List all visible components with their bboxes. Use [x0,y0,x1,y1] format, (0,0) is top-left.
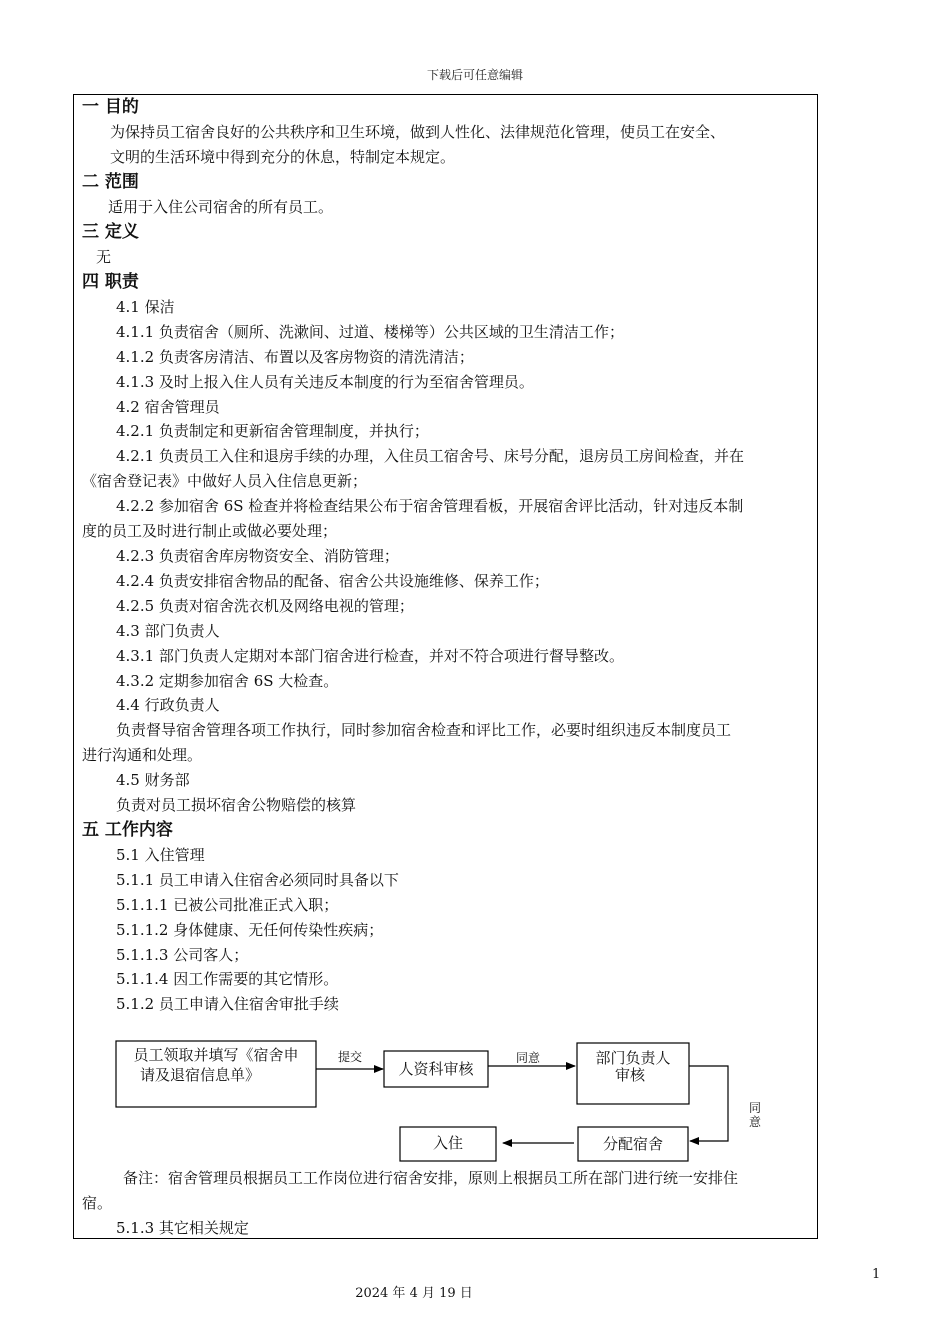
flow-box-assign-dorm-text: 分配宿舍 [602,1135,664,1153]
responsibility-line: 4.1 保洁 [116,298,175,316]
responsibility-line: 4.1.2 负责客房清洁、布置以及客房物资的清洗清洁； [116,348,474,366]
purpose-text-line-1: 为保持员工宿舍良好的公共秩序和卫生环境，做到人性化、法律规范化管理，使员工在安全、 [110,123,726,141]
responsibility-line: 4.2.2 参加宿舍 6S 检查并将检查结果公布于宿舍管理看板，开展宿舍评比活动，针对违反本制 [116,497,744,515]
responsibility-line: 4.2.1 负责制定和更新宿舍管理制度，并执行； [116,422,429,440]
responsibility-line: 4.2.3 负责宿舍库房物资安全、消防管理； [116,547,399,565]
flow-box-dept-review-text-1: 部门负责人 [595,1049,671,1067]
responsibility-line: 4.3.2 定期参加宿舍 6S 大检查。 [116,672,339,690]
section-title-scope: 二 范围 [82,172,139,192]
definition-text: 无 [96,248,112,266]
work-content-line: 5.1 入住管理 [116,846,205,864]
responsibility-line: 4.2 宿舍管理员 [116,398,220,416]
scope-text: 适用于入住公司宿舍的所有员工。 [108,198,334,216]
section-title-definition: 三 定义 [82,222,139,242]
purpose-text-line-2: 文明的生活环境中得到充分的休息，特制定本规定。 [110,148,456,166]
responsibility-line: 4.4 行政负责人 [116,696,220,714]
page-number: 1 [872,1267,881,1282]
flow-arrow-agree-2-label-1: 同 [748,1101,762,1115]
other-rules-heading: 5.1.3 其它相关规定 [116,1219,249,1237]
section-title-work-content: 五 工作内容 [82,820,173,840]
flow-arrow-agree-2 [689,1066,728,1141]
flow-box-dept-review-text-2: 审核 [614,1066,646,1084]
work-content-line: 5.1.1.4 因工作需要的其它情形。 [116,970,339,988]
responsibility-line: 4.5 财务部 [116,771,190,789]
responsibility-line: 《宿舍登记表》中做好人员入住信息更新； [82,472,368,490]
flow-box-apply-text-1: 员工领取并填写《宿舍申 [133,1046,299,1064]
responsibility-line: 4.1.3 及时上报入住人员有关违反本制度的行为至宿舍管理员。 [116,373,534,391]
flow-arrow-agree-2-label-2: 意 [748,1115,762,1129]
flow-box-check-in-text: 入住 [432,1134,464,1152]
work-content-line: 5.1.1.3 公司客人； [116,946,249,964]
work-content-line: 5.1.1.1 已被公司批准正式入职； [116,896,339,914]
responsibility-line: 4.1.1 负责宿舍（厕所、洗漱间、过道、楼梯等）公共区域的卫生清洁工作； [116,323,624,341]
responsibility-line: 4.2.5 负责对宿舍洗衣机及网络电视的管理； [116,597,414,615]
responsibility-line: 4.3 部门负责人 [116,622,220,640]
flow-box-hr-review-text: 人资科审核 [398,1060,474,1078]
note-line-1: 备注：宿舍管理员根据员工工作岗位进行宿舍安排，原则上根据员工所在部门进行统一安排住 [123,1169,739,1187]
responsibility-line: 4.2.1 负责员工入住和退房手续的办理，入住员工宿舍号、床号分配，退房员工房间检查，并在 [116,447,744,465]
responsibility-line: 4.3.1 部门负责人定期对本部门宿舍进行检查，并对不符合项进行督导整改。 [116,647,624,665]
work-content-line: 5.1.1.2 身体健康、无任何传染性疾病； [116,921,384,939]
flow-arrow-submit-label: 提交 [337,1050,363,1064]
responsibility-line: 负责督导宿舍管理各项工作执行，同时参加宿舍检查和评比工作，必要时组织违反本制度员工 [116,721,732,739]
flow-box-apply-text-2: 请及退宿信息单》 [139,1066,261,1084]
work-content-line: 5.1.1 员工申请入住宿舍必须同时具备以下 [116,871,399,889]
section-title-responsibilities: 四 职责 [82,272,139,292]
header-note: 下载后可任意编辑 [426,68,523,82]
section-title-purpose: 一 目的 [82,97,139,117]
responsibility-line: 进行沟通和处理。 [82,746,203,764]
note-line-2: 宿。 [82,1194,113,1212]
responsibility-line: 负责对员工损坏宿舍公物赔偿的核算 [116,796,357,814]
responsibility-line: 4.2.4 负责安排宿舍物品的配备、宿舍公共设施维修、保养工作； [116,572,549,590]
work-content-line: 5.1.2 员工申请入住宿舍审批手续 [116,995,339,1013]
responsibility-line: 度的员工及时进行制止或做必要处理； [82,522,338,540]
flow-arrow-agree-1-label: 同意 [515,1051,541,1065]
footer-date: 2024 年 4 月 19 日 [355,1286,473,1301]
